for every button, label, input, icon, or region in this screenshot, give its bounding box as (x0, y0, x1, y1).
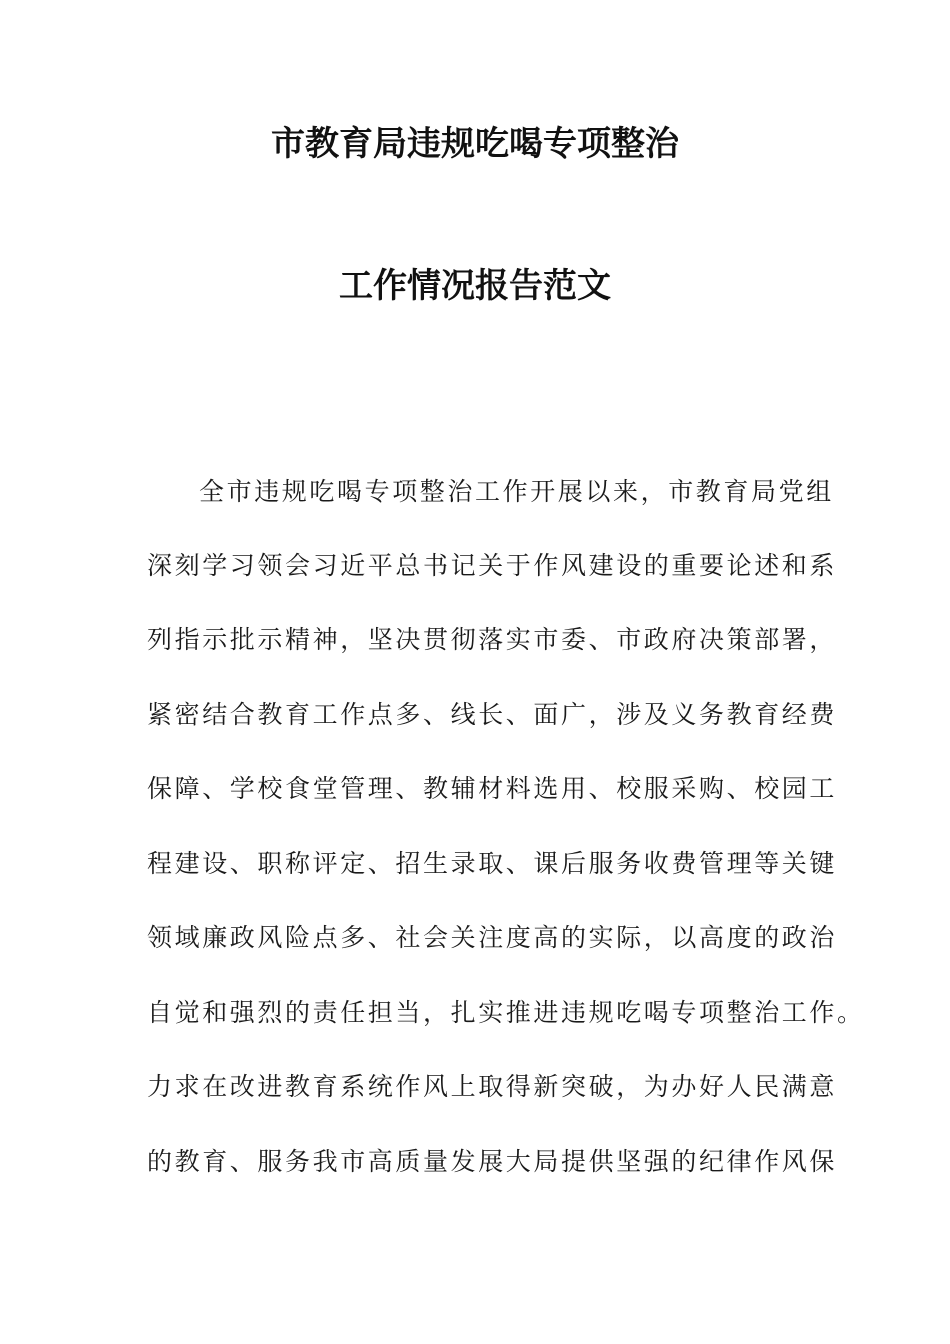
body-text-line: 列指示批示精神，坚决贯彻落实市委、市政府决策部署， (147, 625, 838, 654)
body-text-line: 紧密结合教育工作点多、线长、面广，涉及义务教育经费 (147, 700, 838, 729)
body-text-line: 深刻学习领会习近平总书记关于作风建设的重要论述和系 (147, 551, 838, 580)
document-title-line-2: 工作情况报告范文 (339, 266, 611, 306)
body-text-line: 全市违规吃喝专项整治工作开展以来，市教育局党组 (199, 477, 834, 506)
body-text-line: 保障、学校食堂管理、教辅材料选用、校服采购、校园工 (147, 774, 838, 803)
body-text-line: 的教育、服务我市高质量发展大局提供坚强的纪律作风保 (147, 1147, 838, 1176)
body-text-line: 领域廉政风险点多、社会关注度高的实际，以高度的政治 (147, 923, 838, 952)
body-text-line: 程建设、职称评定、招生录取、课后服务收费管理等关键 (147, 849, 838, 878)
body-text-line: 力求在改进教育系统作风上取得新突破，为办好人民满意 (147, 1072, 838, 1101)
document-title-line-1: 市教育局违规吃喝专项整治 (271, 124, 679, 164)
body-text-line: 自觉和强烈的责任担当，扎实推进违规吃喝专项整治工作。 (147, 998, 865, 1027)
